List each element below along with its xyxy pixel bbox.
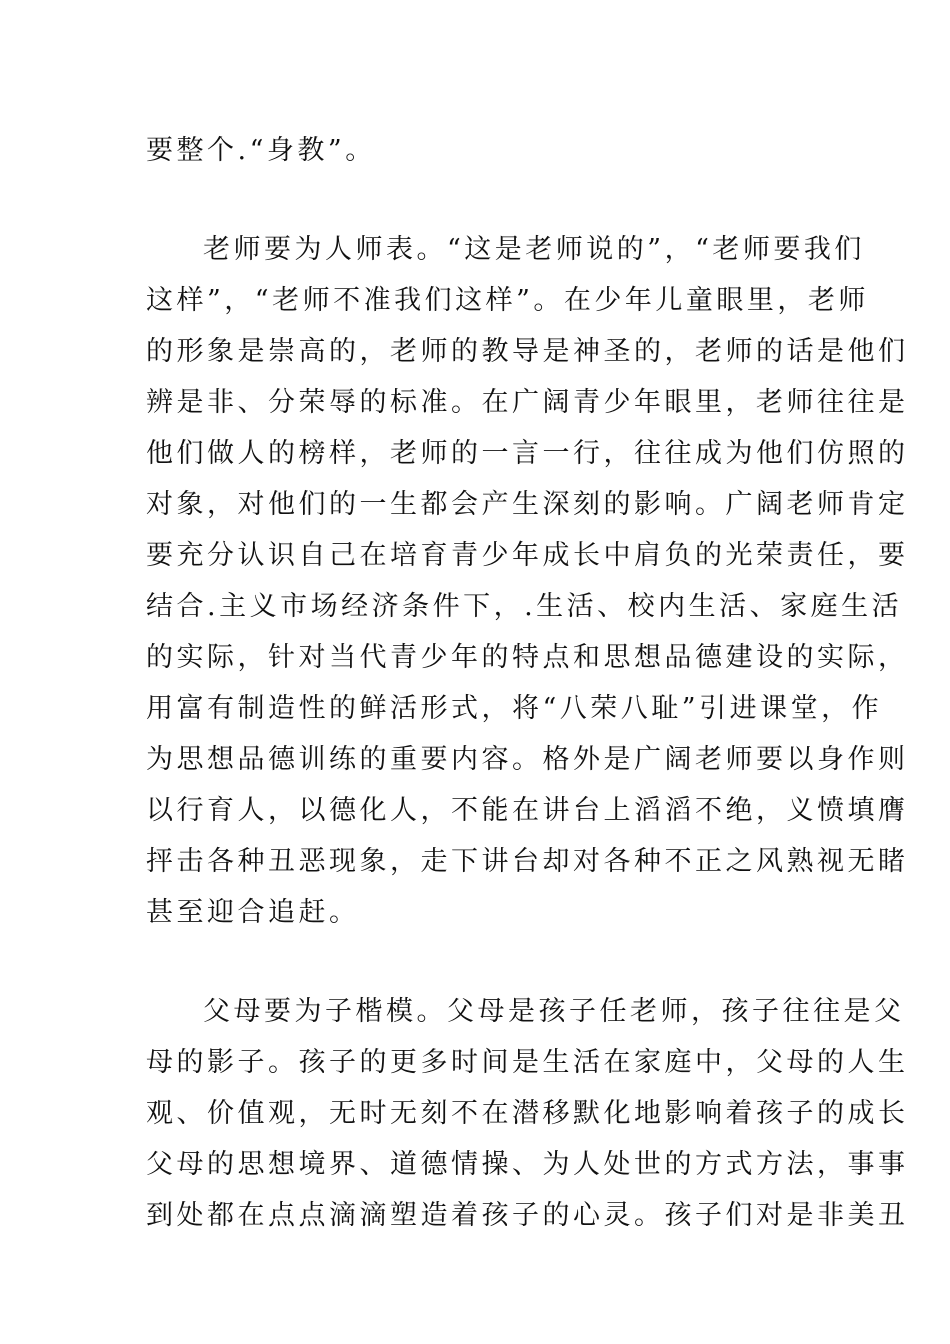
text-line: 结合.主义市场经济条件下，.生活、校内生活、家庭生活 xyxy=(146,591,903,622)
text-line: 的实际，针对当代青少年的特点和思想品德建设的实际， xyxy=(146,642,909,673)
text-line: 要整个.“身教”。 xyxy=(146,135,376,166)
text-line: 父母要为子楷模。父母是孩子任老师，孩子往往是父 xyxy=(203,996,905,1027)
text-line: 辨是非、分荣辱的标准。在广阔青少年眼里，老师往往是 xyxy=(146,387,909,418)
text-line: 抨击各种丑恶现象，走下讲台却对各种不正之风熟视无睹 xyxy=(146,846,909,877)
text-line: 他们做人的榜样，老师的一言一行，往往成为他们仿照的 xyxy=(146,438,909,469)
text-line: 到处都在点点滴滴塑造着孩子的心灵。孩子们对是非美丑 xyxy=(146,1200,909,1231)
text-line: 老师要为人师表。“这是老师说的”，“老师要我们 xyxy=(203,234,865,265)
text-line: 对象，对他们的一生都会产生深刻的影响。广阔老师肯定 xyxy=(146,489,909,520)
text-line: 甚至迎合追赶。 xyxy=(146,897,360,928)
text-line: 观、价值观，无时无刻不在潜移默化地影响着孩子的成长 xyxy=(146,1098,909,1129)
text-line: 以行育人，以德化人，不能在讲台上滔滔不绝，义愤填膺 xyxy=(146,795,909,826)
text-line: 用富有制造性的鲜活形式，将“八荣八耻”引进课堂，作 xyxy=(146,693,883,724)
text-line: 这样”，“老师不准我们这样”。在少年儿童眼里，老师 xyxy=(146,285,869,316)
text-line: 为思想品德训练的重要内容。格外是广阔老师要以身作则 xyxy=(146,744,909,775)
text-line: 父母的思想境界、道德情操、为人处世的方式方法，事事 xyxy=(146,1149,909,1180)
text-line: 的形象是崇高的，老师的教导是神圣的，老师的话是他们 xyxy=(146,336,909,367)
text-line: 要充分认识自己在培育青少年成长中肩负的光荣责任，要 xyxy=(146,540,909,571)
text-line: 母的影子。孩子的更多时间是生活在家庭中，父母的人生 xyxy=(146,1047,909,1078)
